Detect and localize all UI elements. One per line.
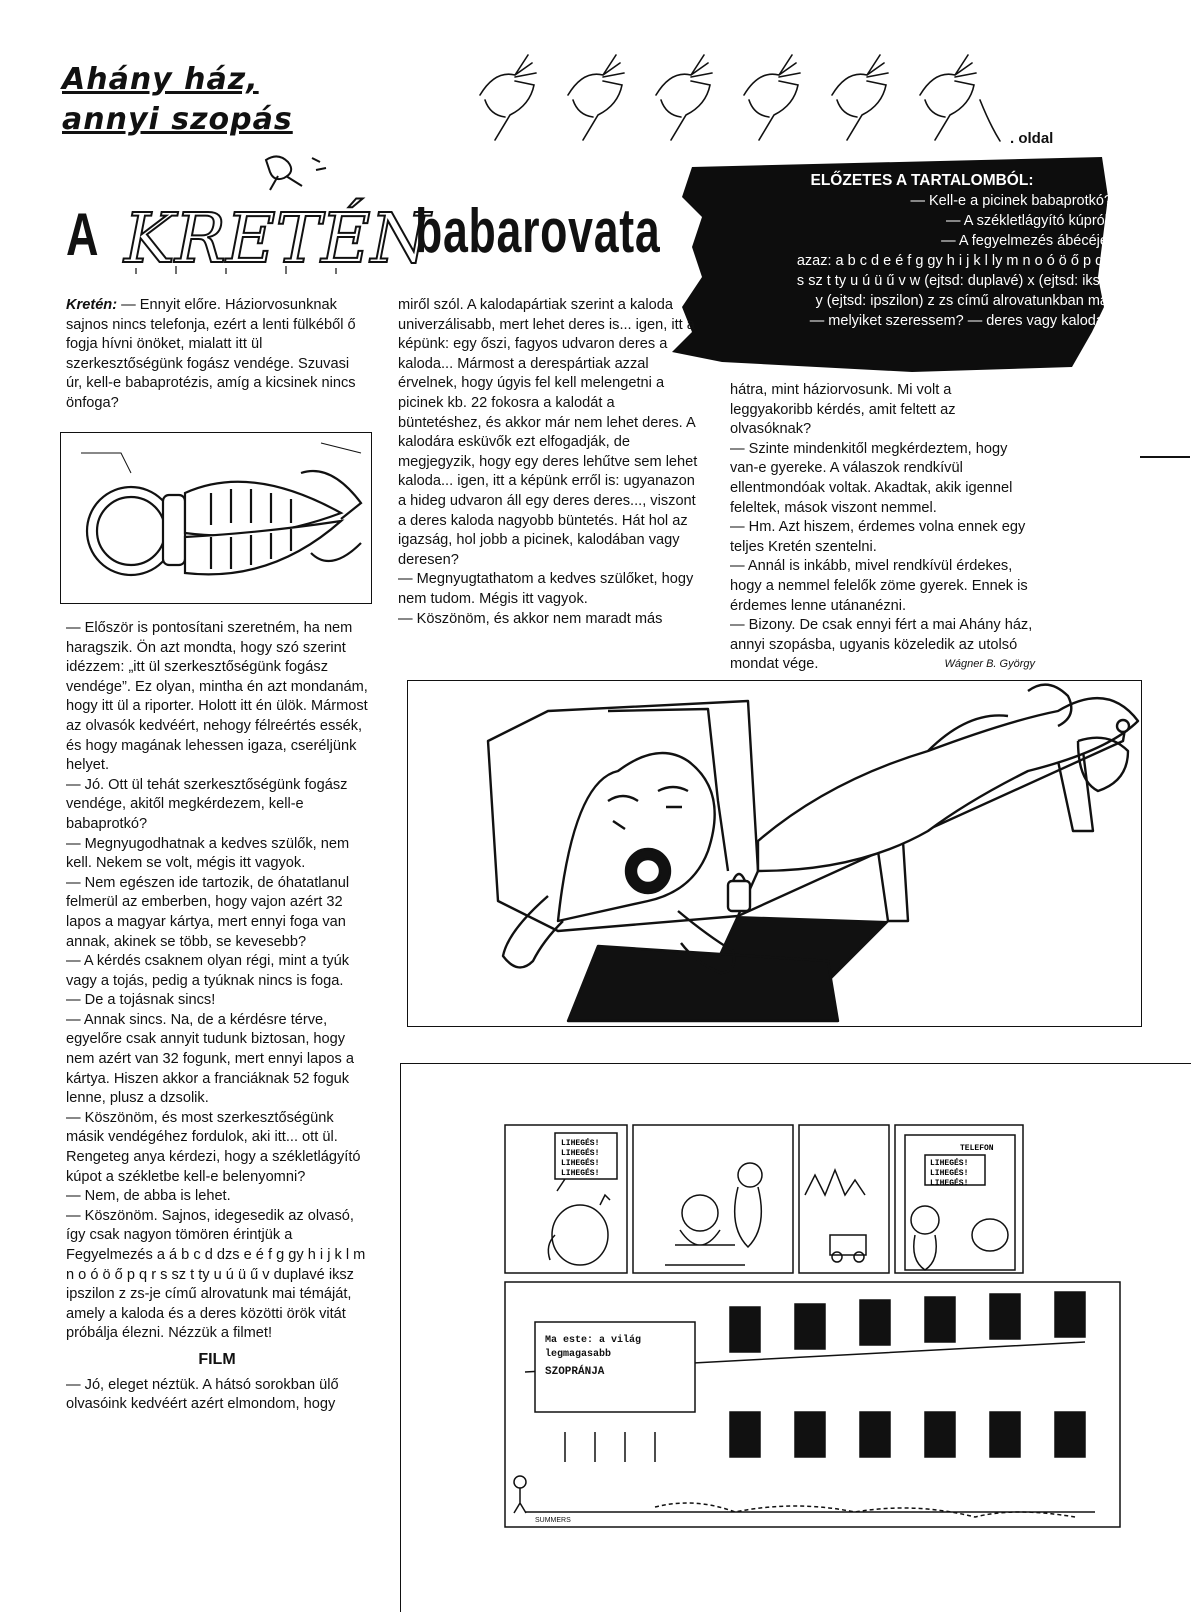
preview-line: — A fegyelmezés ábécéje, [941,233,1112,249]
preview-line: — Kell-e a picinek babaprotkó? [910,193,1112,209]
paragraph: — Megnyugodhatnak a kedves szülők, nem kell. Nekem se volt, mégis itt vagyok. [66,835,350,872]
intro-paragraph [66,296,368,414]
preview-line: azaz: a b c d e é f g gy h i j k l ly m n o ó ö ő p q r [796,253,1112,269]
speech-bubble-line: LIHEGÉS! [561,1169,600,1178]
paragraph: — Megnyugtathatom a kedves szülőket, hogy nem tudom. Mégis itt vagyok. [398,571,694,607]
intro-text: — Ennyit előre. Háziorvosunknak sajnos nincs telefonja, ezért a lenti fülkéből ő fogja hívni önöket, mialatt itt ül szerkesztőségünk fogász vendége. Szuvasi úr, kell-e babaprotézis, amíg a kicsinek nincs önfoga? [66,297,356,411]
baby-stocks-illustration [407,680,1142,1027]
speech-bubble-line: LIHEGÉS! [561,1139,600,1148]
side-rule [1140,456,1190,458]
speaker-label: Kretén: [66,297,118,313]
speech-bubble-line: LIHEGÉS! [930,1159,969,1168]
hand-icon [656,55,712,140]
paragraph: — Jó, eleget néztük. A hátsó sorokban ülő olvasóink kedvéért azért elmondom, hogy [66,1376,339,1413]
kreten-logo [116,150,431,279]
paragraph: — Nem egészen ide tartozik, de óhatatlanul felmerül az emberben, hogy vajon azért 32 lapos a magyar kártya, mert ennyi foga van annak, akinek se több, se kevesebb? [66,874,350,950]
kicker-line-1: Ahány ház, [62,62,259,97]
title-a: A [66,201,99,268]
preview-line: — melyiket szeressem? — deres vagy kaloda? [809,313,1112,329]
hand-icon [832,55,888,140]
counting-hands-illustration [470,45,1000,145]
paragraph: — Hm. Azt hiszem, érdemes volna ennek egy teljes Kretén szentelni. [730,519,1026,555]
preview-line: s sz t ty u ú ü ű v w (ejtsd: duplavé) x (ejtsd: iksz) [796,273,1112,289]
billboard-line: SZOPRÁNJA [545,1366,605,1378]
paragraph: — A kérdés csaknem olyan régi, mint a tyúk vagy a tojás, pedig a tyúknak nincs is foga. [66,953,350,989]
author-signature: Wágner B. György [944,658,1035,671]
speech-bubble-line: LIHEGÉS! [561,1149,600,1158]
preview-title: ELŐZETES A TARTALOMBÓL: [810,172,1034,189]
section-kicker [62,60,293,140]
baby-drawing [408,681,1141,1026]
paragraph: — De a tojásnak sincs! [66,992,216,1009]
page-label: . oldal [1010,130,1054,147]
pacifier-dentures-illustration [60,432,372,604]
panel-3 [799,1125,889,1273]
comic-row-2 [505,1282,1125,1532]
pacifier-teeth-drawing [61,433,371,603]
paragraph: hátra, mint háziorvosunk. Mi volt a leggyakoribb kérdés, amit feltett az olvasóknak? [730,382,956,438]
hand-icon [744,55,800,140]
speech-bubble-line: LIHEGÉS! [561,1159,600,1168]
paragraph: — Szinte mindenkitől megkérdeztem, hogy van-e gyereke. A válaszok rendkívül ellentmondóak voltak. Akadtak, akik igennel feleltek, mások viszont nemmel. [730,440,1013,516]
paragraph: — Jó. Ott ül tehát szerkesztőségünk fogász vendége, akitől megkérdezem, kell-e babaprotkó? [66,776,348,832]
film-label: FILM [198,1350,236,1368]
column-2 [398,296,702,629]
paragraph: — Köszönöm. Sajnos, idegesedik az olvasó, így csak nagyon tömören érintjük a Fegyelmezés a á b c d dzs e é f g gy h i j k l m n o ó ö ő p q r s sz t ty u ú ü ű v duplavé iksz ipszilon z zs-je című alrovatunk mai témáját, amely a kaloda és a deres közötti örök vitát próbálja élezni. Nézzük a filmet! [66,1207,366,1342]
booth-sign: TELEFON [960,1144,994,1153]
billboard-line: Ma este: a világ [545,1335,642,1346]
hand-icon [920,55,1000,141]
hand-icon [480,55,536,140]
paragraph: — Annak sincs. Na, de a kérdésre térve, egyelőre csak annyit tudunk biztosan, hogy nem azért van 32 fogunk, mert ennyi lapos a kártya. Hiszen akkor a franciáknak 52 foguk lenne, plusz a dzsolik. [66,1011,354,1107]
preview-line: — A székletlágyító kúpról; [945,213,1112,229]
logo-lettering: KRETÉN [124,200,431,279]
speech-bubble-line: LIHEGÉS! [930,1179,969,1188]
speech-bubble-line: LIHEGÉS! [930,1169,969,1178]
preview-line: y (ejtsd: ipszilon) z zs című alrovatunkban ma: [815,293,1112,309]
paragraph: — Először is pontosítani szeretném, ha nem haragszik. Ön azt mondta, hogy szó szerint idézzem: „itt ül szerkesztőségünk fogász vendége”. Ez olyan, mintha én azt mondanám, hogy itt ül a riporter. Holott itt én ülök. Mármost az olvasók kedvéért, nehogy félreértés essék, és hogy magának lehessen igaza, cseréljünk helyet. [66,620,368,774]
closing-text: — Bizony. De csak ennyi fért a mai Ahány ház, annyi szopásba, ugyanis közeledik az utolsó mondat vége. [730,617,1033,673]
column-1-intro [66,296,368,414]
paragraph [730,616,1035,675]
paragraph: — Köszönöm, és most szerkesztőségünk másik vendégéhez fordulok, aki itt... ott ül. Rengeteg anya kérdezi, hogy a székletlágyító kúpot a székletbe kell-e belenyomni? [66,1109,361,1185]
paragraph: — Annál is inkább, mivel rendkívül érdekes, hogy a nemmel felelők zöme gyerek. Ennek is érdemes lenne utánanézni. [730,558,1028,614]
title-babarovata: babarovata [415,197,661,266]
preview-box [692,171,1112,331]
column-3 [730,381,1035,675]
hand-icon [568,55,624,140]
panel-2 [633,1125,793,1273]
comic-row-1 [505,1125,1055,1275]
billboard-line: legmagasabb [545,1349,612,1360]
paragraph: — Köszönöm, és akkor nem maradt más [398,610,663,627]
comic-signature: SUMMERS [535,1517,571,1524]
column-1-interview [66,619,368,1415]
paragraph: — Nem, de abba is lehet. [66,1188,231,1205]
paragraph: miről szól. A kalodapártiak szerint a kaloda univerzálisabb, mert lehet deres is... igen, itt a képünk: egy őszi, fagyos udvaron deres a kaloda... Mármost a derespártiak azzal érvelnek, hogy úgyis fel kell melengetni a picinek kb. 22 fokosra a kalodát a büntetéshez, és akkor már nem lehet deres. A kalodára esküvők ezt elfogadják, de megjegyzik, hogy egy deres lehűtve sem lehet kaloda... igen, itt a képünk erről is: ugyanazon a hideg udvaron áll egy deres deres..., viszont a deres kaloda nagyobb büntetés. Hát hol az igazság, hol jobb a picinek, kalodában vagy deresen? [398,297,698,568]
kicker-line-2: annyi szopás [62,102,293,137]
